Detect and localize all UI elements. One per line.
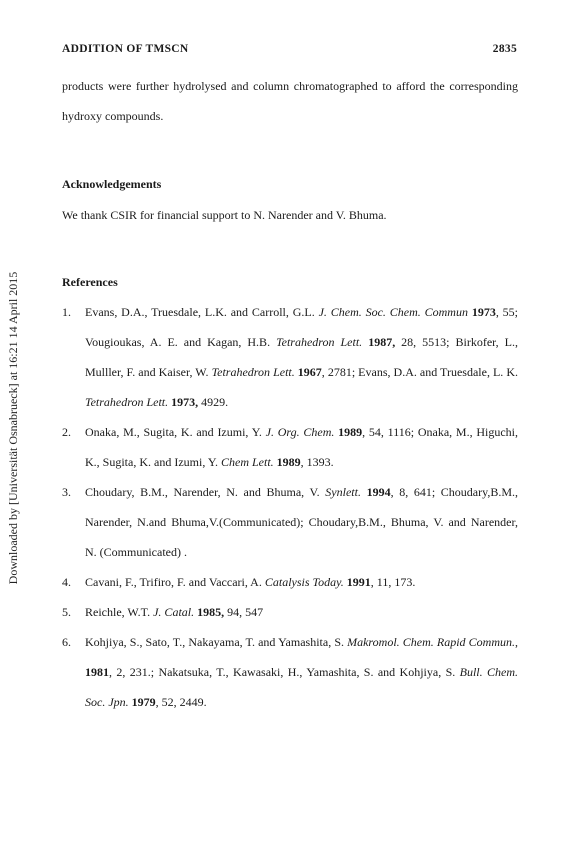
running-header	[62, 43, 517, 59]
reference-text-segment: 1985,	[197, 605, 225, 619]
page-number: 2835	[492, 43, 517, 55]
reference-text-segment: Bull. Chem. Soc. Jpn.	[85, 665, 518, 709]
reference-item	[62, 567, 518, 597]
reference-number: 1.	[62, 305, 71, 319]
reference-item	[62, 477, 518, 567]
reference-text-segment: , 52, 2449.	[155, 695, 207, 709]
reference-text-segment: , 2, 231.; Nakatsuka, T., Kawasaki, H., Yamashita, S. and Kohjiya, S.	[109, 665, 460, 679]
reference-text-segment: 1987,	[368, 335, 396, 349]
reference-number: 2.	[62, 425, 71, 439]
reference-text-segment: ,	[515, 635, 518, 649]
reference-text-segment: Tetrahedron Lett.	[276, 335, 363, 349]
reference-text-segment: Chem Lett.	[221, 455, 274, 469]
reference-text-segment: Tetrahedron Lett.	[211, 365, 295, 379]
reference-number: 6.	[62, 635, 71, 649]
reference-text-segment: Kohjiya, S., Sato, T., Nakayama, T. and Yamashita, S.	[85, 635, 348, 649]
reference-text-segment: 1973	[471, 305, 496, 319]
reference-text-segment: , 11, 173.	[370, 575, 416, 589]
reference-item	[62, 297, 518, 417]
acknowledgements-text: We thank CSIR for financial support to N. Narender and V. Bhuma.	[62, 208, 387, 222]
reference-text-segment: 1994	[366, 485, 391, 499]
reference-number: 3.	[62, 485, 71, 499]
references-heading: References	[62, 275, 118, 289]
reference-text-segment: 1973,	[171, 395, 199, 409]
reference-text-segment: 94, 547	[224, 605, 264, 619]
intro-paragraph: products were further hydrolysed and column chromatographed to afford the corresponding hydroxy compounds.	[62, 79, 518, 123]
reference-text-segment: J. Org. Chem.	[265, 425, 335, 439]
reference-text-segment: Evans, D.A., Truesdale, L.K. and Carroll, G.L.	[85, 305, 319, 319]
reference-item	[62, 627, 518, 717]
reference-text-segment: , 55; Vougioukas, A. E. and Kagan, H.B.	[85, 305, 518, 349]
reference-text-segment: J. Chem. Soc. Chem. Commun	[318, 305, 468, 319]
reference-number: 5.	[62, 605, 71, 619]
reference-text-segment: Catalysis Today.	[264, 575, 344, 589]
reference-text-segment: Synlett.	[325, 485, 361, 499]
reference-text-segment: Cavani, F., Trifiro, F. and Vaccari, A.	[85, 575, 265, 589]
reference-text-segment: Reichle, W.T.	[85, 605, 154, 619]
reference-item	[62, 597, 518, 627]
reference-number: 4.	[62, 575, 71, 589]
running-title: ADDITION OF TMSCN	[62, 43, 189, 55]
acknowledgements-heading: Acknowledgements	[62, 177, 162, 191]
reference-text-segment: 28, 5513; Birkofer, L., Mulller, F. and Kaiser, W.	[85, 335, 518, 379]
reference-text-segment: , 54, 1116; Onaka, M., Higuchi, K., Sugita, K. and Izumi, Y.	[85, 425, 519, 469]
reference-text-segment: , 1393.	[300, 455, 334, 469]
reference-text-segment: 1967	[297, 365, 322, 379]
reference-text-segment: Choudary, B.M., Narender, N. and Bhuma, V.	[85, 485, 326, 499]
reference-text-segment: , 8, 641; Choudary,B.M., Narender, N.and Bhuma,V.(Communicated); Choudary,B.M., Bhuma, V. and Narender, N. (Communicated) .	[85, 485, 518, 559]
reference-list	[62, 297, 518, 717]
reference-text-segment: Tetrahedron Lett.	[85, 395, 169, 409]
reference-text-segment: 1989	[276, 455, 301, 469]
reference-text-segment: 4929.	[198, 395, 229, 409]
download-watermark: Downloaded by [Universität Osnabrueck] at 16:21 14 April 2015	[6, 271, 20, 585]
reference-text-segment: Onaka, M., Sugita, K. and Izumi, Y.	[85, 425, 266, 439]
reference-item	[62, 417, 518, 477]
reference-text-segment: 1979	[131, 695, 156, 709]
reference-text-segment: , 2781; Evans, D.A. and Truesdale, L. K.	[321, 365, 519, 379]
reference-text-segment: 1981	[85, 665, 109, 679]
reference-text-segment: Makromol. Chem. Rapid Commun.	[347, 635, 515, 649]
reference-text-segment: 1989	[338, 425, 363, 439]
reference-text-segment: J. Catal.	[153, 605, 195, 619]
reference-text-segment: 1991	[346, 575, 371, 589]
